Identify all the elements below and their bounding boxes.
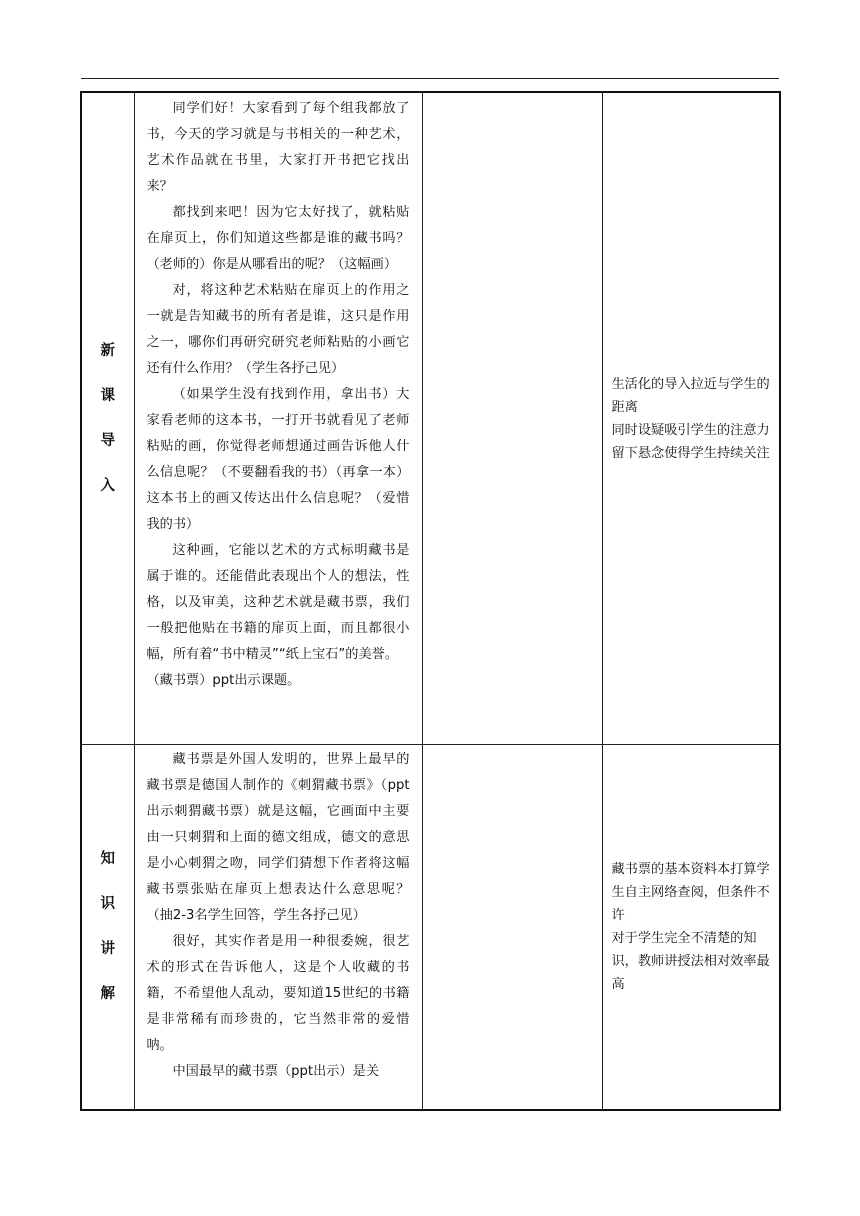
- content-paragraph: 中国最早的藏书票（ppt出示）是关: [172, 1064, 380, 1079]
- content-paragraph: 很好，其实作者是用一种很委婉，很艺术的形式在告诉他人，这是个人收藏的书籍，不希望他人乱动，要知道15世纪的书籍是非常稀有而珍贵的，它当然非常的爱惜呐。: [146, 934, 410, 1053]
- section-label-knowledge: [82, 837, 134, 1017]
- content-paragraph: 这种画，它能以艺术的方式标明藏书是属于谁的。还能借此表现出个人的想法，性格，以及审美，这种艺术就是藏书票，我们一般把他贴在书籍的扉页上面，而且都很小幅，所有着“书中精灵”“纸上宝石”的美誉。: [146, 543, 410, 662]
- table-row-knowledge: [81, 745, 780, 1111]
- section-label-char: 讲: [100, 941, 115, 957]
- student-activity-cell: [422, 92, 602, 745]
- content-paragraph: 对，将这种艺术粘贴在扉页上的作用之一就是告知藏书的所有者是谁，这只是作用之一，哪你们再研究研究老师粘贴的小画它还有什么作用？（学生各抒己见）: [146, 283, 410, 376]
- section-label-char: 解: [100, 986, 115, 1002]
- teaching-content-intro: [135, 93, 422, 694]
- teaching-content-knowledge: [135, 745, 422, 1107]
- note-line: 留下悬念使得学生持续关注: [611, 445, 770, 461]
- section-label-char: 导: [100, 432, 115, 449]
- student-activity-cell: [422, 745, 602, 1111]
- table-row-intro: [81, 92, 780, 745]
- section-label-char: 新: [100, 342, 115, 359]
- content-paragraph: 同学们好！大家看到了每个组我都放了书，今天的学习就是与书相关的一种艺术，艺术作品就在书里，大家打开书把它找出来？: [146, 101, 410, 194]
- design-intent-knowledge: [603, 858, 780, 996]
- content-paragraph: （藏书票）ppt出示课题。: [146, 673, 301, 688]
- section-label-intro: [82, 329, 134, 509]
- lesson-plan-table: [80, 91, 781, 1111]
- note-line: 藏书票的基本资料本打算学生自主网络查阅，但条件不许: [611, 862, 770, 923]
- design-intent-intro: [603, 373, 780, 465]
- content-paragraph: 都找到来吧！因为它太好找了，就粘贴在扉页上，你们知道这些都是谁的藏书吗？（老师的）你是从哪看出的呢？（这幅画）: [146, 205, 410, 272]
- design-intent-cell: [602, 745, 780, 1111]
- note-line: 同时设疑吸引学生的注意力: [611, 422, 770, 438]
- header-rule: [81, 78, 779, 79]
- section-label-char: 识: [100, 896, 115, 912]
- note-line: 生活化的导入拉近与学生的距离: [611, 376, 770, 415]
- teaching-content-cell: [134, 745, 422, 1111]
- section-label-cell: [81, 92, 134, 745]
- section-label-cell: [81, 745, 134, 1111]
- content-paragraph: （如果学生没有找到作用，拿出书）大家看老师的这本书，一打开书就看见了老师粘贴的画，你觉得老师想通过画告诉他人什么信息呢？（不要翻看我的书）（再拿一本）这本书上的画又传达出什么信息呢？（爱惜我的书）: [146, 387, 410, 532]
- content-paragraph: 藏书票是外国人发明的，世界上最早的藏书票是德国人制作的《刺猬藏书票》（ppt出示刺猬藏书票）就是这幅，它画面中主要由一只刺猬和上面的德文组成，德文的意思是小心刺猬之吻，同学们猜想下作者将这幅藏书票张贴在扉页上想表达什么意思呢？（抽2-3名学生回答，学生各抒己见）: [146, 752, 410, 923]
- design-intent-cell: [602, 92, 780, 745]
- section-label-char: 知: [100, 851, 115, 867]
- section-label-char: 课: [100, 387, 115, 404]
- note-line: 对于学生完全不清楚的知识，教师讲授法相对效率最高: [611, 931, 770, 992]
- teaching-content-cell: [134, 92, 422, 745]
- section-label-char: 入: [100, 477, 115, 494]
